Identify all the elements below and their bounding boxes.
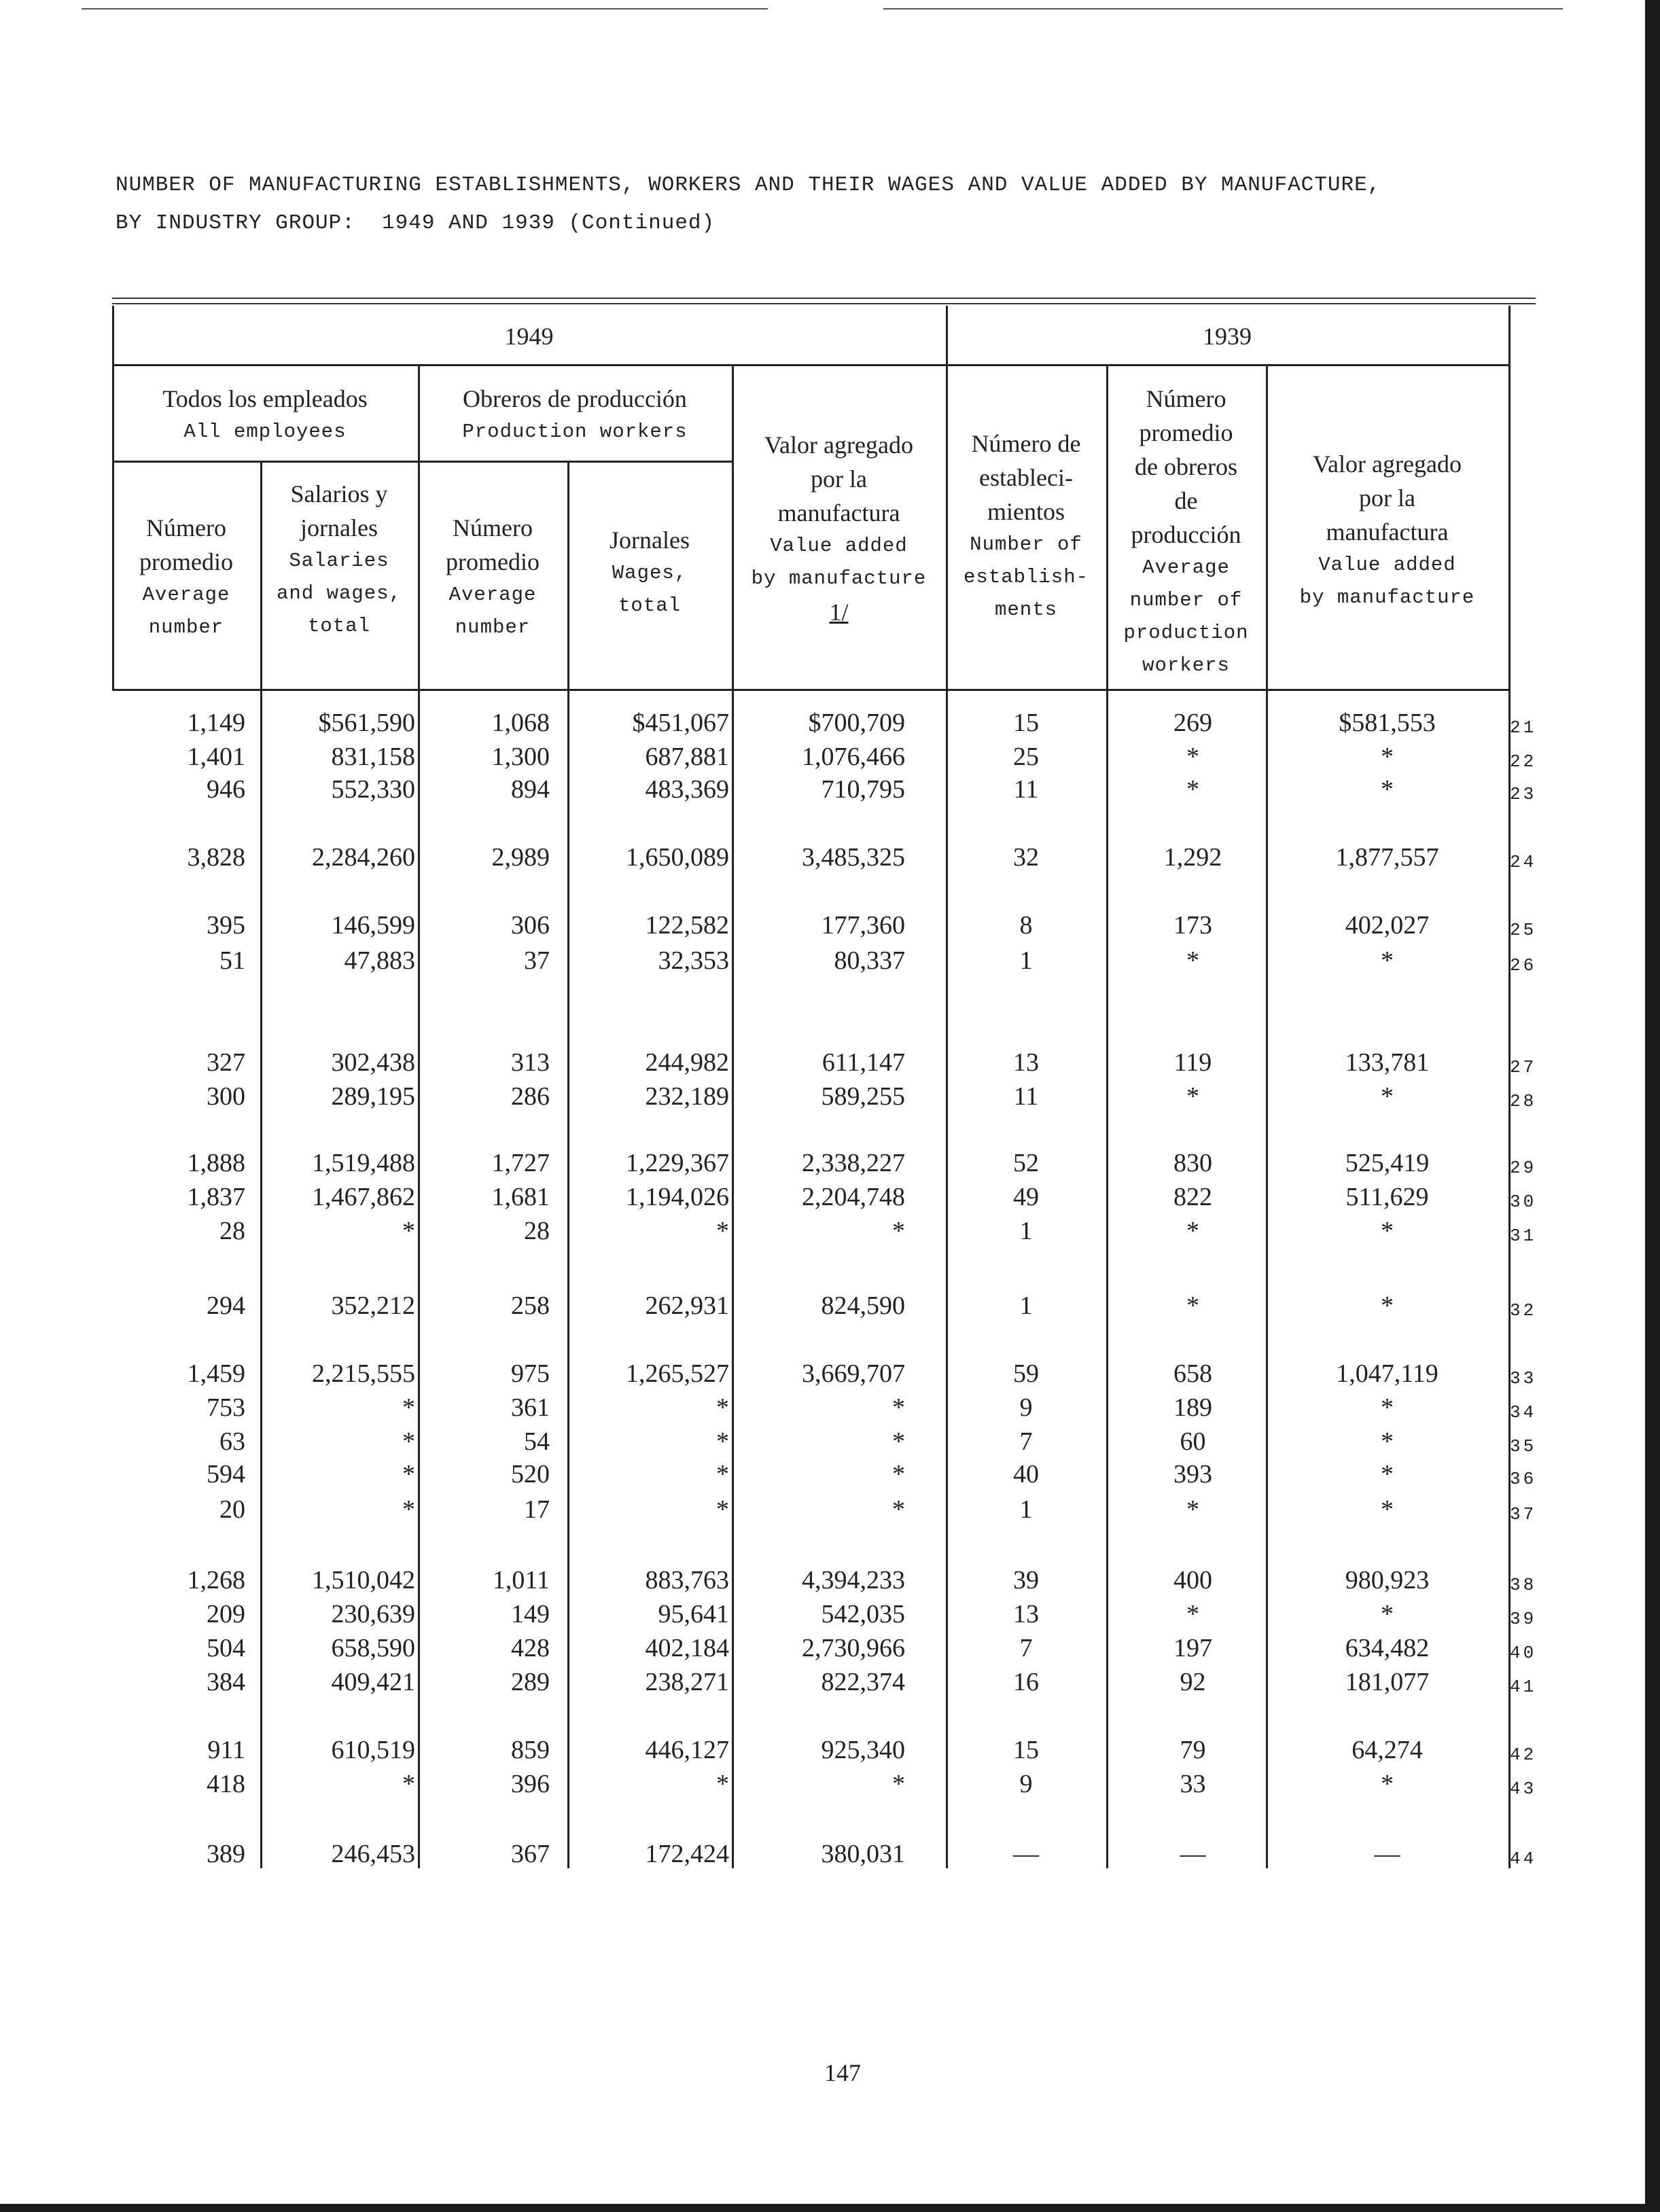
table-cell: 2,730,966 — [802, 1634, 905, 1662]
table-cell: 146,599 — [331, 911, 415, 940]
table-cell: 1,268 — [187, 1566, 245, 1594]
table-cell: 1,467,862 — [312, 1183, 415, 1211]
table-cell: 1,401 — [187, 743, 245, 771]
table-cell: * — [1381, 1770, 1394, 1798]
footnote-ref: 1/ — [829, 599, 849, 626]
row-number: 34 — [1510, 1402, 1537, 1423]
table-cell: * — [1186, 946, 1199, 975]
table-cell: 49 — [1013, 1183, 1039, 1211]
table-cell: 32 — [1013, 843, 1039, 872]
table-cell: 177,360 — [821, 911, 905, 940]
table-cell: * — [1381, 946, 1394, 975]
table-cell: 238,271 — [645, 1668, 729, 1696]
table-cell: * — [1381, 1217, 1394, 1245]
table-cell: 396 — [511, 1770, 550, 1798]
row-number: 38 — [1510, 1575, 1537, 1595]
table-cell: 17 — [524, 1495, 550, 1524]
table-cell: 25 — [1013, 743, 1039, 771]
table-cell: 306 — [511, 911, 550, 940]
col-all-avg-number-header: Número promedio Average number — [139, 514, 233, 639]
table-cell: 172,424 — [645, 1840, 729, 1868]
top-rule-left — [82, 8, 768, 10]
row-number: 25 — [1510, 920, 1537, 940]
table-cell: 1,300 — [491, 743, 550, 771]
table-cell: 428 — [511, 1634, 550, 1662]
table-cell: 1,837 — [187, 1183, 245, 1211]
row-number: 39 — [1510, 1609, 1537, 1629]
table-cell: * — [1381, 1495, 1394, 1524]
row-number: 27 — [1510, 1057, 1537, 1077]
table-cell: 2,204,748 — [802, 1183, 905, 1211]
table-cell: 552,330 — [331, 775, 415, 804]
table-cell: * — [892, 1495, 905, 1524]
table-cell: 384 — [207, 1668, 245, 1696]
table-cell: * — [1186, 1495, 1199, 1524]
row-number: 31 — [1510, 1226, 1537, 1246]
table-cell: * — [892, 1770, 905, 1798]
table-cell: 687,881 — [645, 743, 729, 771]
table-cell: 1,149 — [187, 709, 245, 737]
table-cell: 9 — [1019, 1770, 1033, 1798]
page-number: 147 — [824, 2059, 861, 2086]
table-cell: 289,195 — [331, 1082, 415, 1111]
table-cell: 402,184 — [645, 1634, 729, 1662]
table-cell: 7 — [1019, 1427, 1033, 1456]
table-cell: * — [716, 1217, 729, 1245]
table-cell: 352,212 — [331, 1291, 415, 1320]
table-cell: 173 — [1173, 911, 1212, 940]
table-cell: 1,459 — [187, 1359, 245, 1388]
table-cell: 446,127 — [645, 1736, 729, 1764]
table-cell: 611,147 — [822, 1048, 905, 1077]
table-cell: 3,828 — [187, 843, 245, 872]
table-cell: 4,394,233 — [802, 1566, 905, 1594]
table-cell: 13 — [1013, 1048, 1039, 1077]
title-line-2: BY INDUSTRY GROUP: 1949 AND 1939 (Continued) — [116, 211, 716, 235]
table-cell: 40 — [1013, 1460, 1039, 1488]
table-cell: $700,709 — [808, 709, 905, 737]
table-cell: 361 — [511, 1393, 550, 1422]
table-cell: 511,629 — [1345, 1183, 1429, 1211]
table-cell: * — [1186, 1082, 1199, 1111]
table-cell: * — [892, 1460, 905, 1488]
table-cell: 294 — [207, 1291, 245, 1320]
table-cell: 262,931 — [645, 1291, 729, 1320]
table-cell: 300 — [207, 1082, 245, 1111]
table-cell: 1,519,488 — [312, 1149, 415, 1177]
table-cell: 1,068 — [491, 709, 550, 737]
table-cell: 542,035 — [821, 1600, 905, 1628]
all-employees-header: Todos los empleados All employees — [162, 385, 368, 443]
table-cell: * — [716, 1460, 729, 1488]
table-cell: 1,011 — [492, 1566, 550, 1594]
table-cell: 289 — [511, 1668, 550, 1696]
table-cell: 504 — [207, 1634, 245, 1662]
table-cell: 830 — [1173, 1149, 1212, 1177]
table-cell: 393 — [1173, 1460, 1212, 1488]
table-cell: 197 — [1173, 1634, 1212, 1662]
table-cell: 39 — [1013, 1566, 1039, 1594]
table-cell: 634,482 — [1345, 1634, 1430, 1662]
table-cell: * — [1186, 743, 1199, 771]
col-salaries-wages-header: Salarios y jornales Salaries and wages, total — [276, 480, 402, 637]
table-cell: 1 — [1019, 1217, 1033, 1245]
table-cell: $581,553 — [1339, 709, 1436, 737]
row-number: 29 — [1510, 1158, 1537, 1178]
table-cell: 1,650,089 — [626, 843, 729, 872]
table-cell: 658,590 — [331, 1634, 415, 1662]
table-cell: 2,284,260 — [312, 843, 415, 872]
col-wages-total-header: Jornales Wages, total — [610, 527, 690, 617]
row-number: 35 — [1510, 1436, 1537, 1457]
document-title — [116, 166, 1381, 243]
table-cell: 2,989 — [491, 843, 550, 872]
table-cell: 37 — [524, 946, 550, 975]
table-cell: 911 — [207, 1736, 245, 1764]
table-cell: 520 — [511, 1460, 550, 1488]
table-cell: 79 — [1180, 1736, 1206, 1764]
table-cell: * — [1186, 1600, 1199, 1628]
table-cell: * — [1381, 1600, 1394, 1628]
table-cell: 883,763 — [645, 1566, 729, 1594]
table-cell: 230,639 — [331, 1600, 415, 1628]
table-cell: 1,047,119 — [1336, 1359, 1438, 1388]
table-cell: 402,027 — [1345, 911, 1430, 940]
table-cell: 7 — [1019, 1634, 1033, 1662]
table-cell: 409,421 — [331, 1668, 415, 1696]
table-cell: 52 — [1013, 1149, 1039, 1177]
row-number: 30 — [1510, 1192, 1537, 1212]
table-cell: 859 — [511, 1736, 550, 1764]
table-cell: 244,982 — [645, 1048, 729, 1077]
col-prod-avg-number-header: Número promedio Average number — [446, 514, 540, 639]
table-cell: * — [1381, 775, 1394, 804]
table-cell: * — [1381, 1082, 1394, 1111]
row-number: 24 — [1510, 852, 1537, 872]
row-number: 40 — [1510, 1643, 1537, 1663]
col-avg-prod-workers-1939-header: Número promedio de obreros de producción Average number of production workers — [1123, 385, 1249, 677]
table-cell: 327 — [207, 1048, 245, 1077]
table-cell: 1 — [1019, 946, 1033, 975]
table-cell: 302,438 — [331, 1048, 415, 1077]
table-cell: 1,229,367 — [626, 1149, 729, 1177]
table-cell: * — [402, 1495, 415, 1524]
row-number: 42 — [1510, 1745, 1537, 1765]
row-number: 28 — [1510, 1091, 1537, 1111]
table-cell: 1 — [1019, 1291, 1033, 1320]
table-cell: * — [1381, 1427, 1394, 1456]
table-cell: 47,883 — [344, 946, 415, 975]
table-cell: * — [716, 1393, 729, 1422]
table-cell: * — [402, 1393, 415, 1422]
table-cell: $451,067 — [632, 709, 729, 737]
row-number: 36 — [1510, 1469, 1537, 1489]
table-cell: 380,031 — [821, 1840, 905, 1868]
table-cell: 13 — [1013, 1600, 1039, 1628]
table-cell: 59 — [1013, 1359, 1039, 1388]
table-cell: 181,077 — [1345, 1668, 1430, 1696]
table-cell: 51 — [219, 946, 245, 975]
row-number: 43 — [1510, 1779, 1537, 1799]
table-cell: 1,510,042 — [312, 1566, 415, 1594]
row-number: 32 — [1510, 1300, 1537, 1321]
table-cell: $561,590 — [318, 709, 415, 737]
table-cell: * — [1186, 1291, 1199, 1320]
row-number: 37 — [1510, 1504, 1537, 1524]
table-cell: 2,338,227 — [802, 1149, 905, 1177]
table-cell: 16 — [1013, 1668, 1039, 1696]
table-cell: 980,923 — [1345, 1566, 1430, 1594]
table-cell: — — [1013, 1840, 1039, 1868]
row-number: 44 — [1510, 1849, 1537, 1869]
table-cell: 589,255 — [821, 1082, 905, 1111]
table-top-rule-2 — [112, 303, 1536, 304]
table-cell: 925,340 — [821, 1736, 905, 1764]
row-number: 33 — [1510, 1368, 1537, 1389]
table-cell: * — [1381, 743, 1394, 771]
table-cell: 946 — [207, 775, 245, 804]
table-cell: 753 — [207, 1393, 245, 1422]
table-cell: 246,453 — [331, 1840, 415, 1868]
table-cell: 119 — [1173, 1048, 1212, 1077]
table-cell: 32,353 — [658, 946, 729, 975]
row-number: 41 — [1510, 1677, 1537, 1697]
title-line-1: NUMBER OF MANUFACTURING ESTABLISHMENTS, WORKERS AND THEIR WAGES AND VALUE ADDED BY MANUFACTURE, — [116, 173, 1381, 197]
table-cell: * — [892, 1393, 905, 1422]
table-cell: 1 — [1019, 1495, 1033, 1524]
table-cell: 232,189 — [645, 1082, 729, 1111]
table-cell: * — [716, 1495, 729, 1524]
table-cell: * — [892, 1427, 905, 1456]
table-cell: — — [1180, 1840, 1206, 1868]
col-value-added-1939-header: Valor agregado por la manufactura Value added by manufacture — [1299, 450, 1475, 609]
table-cell: * — [892, 1217, 905, 1245]
table-cell: 367 — [511, 1840, 550, 1868]
row-number: 21 — [1510, 717, 1537, 738]
table-cell: * — [1186, 1217, 1199, 1245]
table-cell: 1,292 — [1163, 843, 1222, 872]
table-cell: 483,369 — [645, 775, 729, 804]
table-cell: 258 — [511, 1291, 550, 1320]
table-cell: 15 — [1013, 709, 1039, 737]
table-cell: 710,795 — [821, 775, 905, 804]
table-cell: 1,888 — [187, 1149, 245, 1177]
table-cell: 60 — [1180, 1427, 1206, 1456]
table-cell: 1,076,466 — [802, 743, 905, 771]
table-cell: 95,641 — [658, 1600, 729, 1628]
table-cell: 525,419 — [1345, 1149, 1430, 1177]
table-cell: 80,337 — [834, 946, 905, 975]
table-cell: 15 — [1013, 1736, 1039, 1764]
table-cell: 28 — [524, 1217, 550, 1245]
table-cell: 975 — [511, 1359, 550, 1388]
table-cell: * — [402, 1217, 415, 1245]
table-cell: 92 — [1180, 1668, 1206, 1696]
table-cell: 189 — [1173, 1393, 1212, 1422]
table-cell: 8 — [1019, 911, 1033, 940]
row-number: 26 — [1510, 955, 1537, 976]
table-cell: 269 — [1173, 709, 1212, 737]
table-cell: * — [402, 1460, 415, 1488]
table-cell: 1,877,557 — [1335, 843, 1439, 872]
table-cell: 133,781 — [1345, 1048, 1430, 1077]
table-cell: 3,485,325 — [802, 843, 905, 872]
table-cell: 313 — [511, 1048, 550, 1077]
table-cell: 33 — [1180, 1770, 1206, 1798]
table-cell: 822,374 — [821, 1668, 905, 1696]
table-cell: 824,590 — [821, 1291, 905, 1320]
table-cell: 209 — [207, 1600, 245, 1628]
table-cell: * — [402, 1770, 415, 1798]
row-number: 23 — [1510, 784, 1537, 804]
table-cell: 122,582 — [645, 911, 729, 940]
table-cell: 1,194,026 — [626, 1183, 729, 1211]
production-workers-header: Obreros de producción Production workers — [462, 385, 688, 443]
table-cell: 418 — [207, 1770, 245, 1798]
table-cell: 831,158 — [331, 743, 415, 771]
table-cell: 20 — [219, 1495, 245, 1524]
table-cell: 9 — [1019, 1393, 1033, 1422]
table-cell: 149 — [511, 1600, 550, 1628]
year-1949-header: 1949 — [504, 323, 554, 350]
table-cell: 1,681 — [491, 1183, 550, 1211]
table-cell: * — [1381, 1393, 1394, 1422]
table-cell: 389 — [207, 1840, 245, 1868]
table-cell: 894 — [511, 775, 550, 804]
table-cell: 3,669,707 — [802, 1359, 905, 1388]
table-cell: 11 — [1013, 775, 1039, 804]
table-cell: * — [1381, 1460, 1394, 1488]
table-cell: 54 — [524, 1427, 550, 1456]
table-cell: 658 — [1173, 1359, 1212, 1388]
table-cell: 822 — [1173, 1183, 1212, 1211]
table-cell: 63 — [219, 1427, 245, 1456]
year-1939-header: 1939 — [1203, 323, 1252, 350]
table-cell: 64,274 — [1352, 1736, 1423, 1764]
row-number: 22 — [1510, 751, 1537, 772]
table-cell: 1,265,527 — [626, 1359, 729, 1388]
table-cell: 2,215,555 — [312, 1359, 415, 1388]
table-cell: — — [1374, 1840, 1400, 1868]
table-cell: 11 — [1013, 1082, 1039, 1111]
col-value-added-1949-header: Valor agregado por la manufactura Value added by manufacture 1/ — [732, 428, 946, 629]
table-cell: 610,519 — [331, 1736, 415, 1764]
col-establishments-header: Número de estableci- mientos Number of establish- ments — [963, 430, 1089, 621]
table-cell: 28 — [219, 1217, 245, 1245]
table-cell: 594 — [207, 1460, 245, 1488]
table-cell: * — [1381, 1291, 1394, 1320]
table-cell: 286 — [511, 1082, 550, 1111]
top-rule-right — [883, 8, 1563, 10]
table-cell: 395 — [207, 911, 245, 940]
table-cell: * — [1186, 775, 1199, 804]
table-cell: * — [716, 1427, 729, 1456]
table-top-rule-1 — [112, 298, 1536, 299]
table-cell: * — [402, 1427, 415, 1456]
table-cell: * — [716, 1770, 729, 1798]
table-cell: 400 — [1173, 1566, 1212, 1594]
table-cell: 1,727 — [491, 1149, 550, 1177]
